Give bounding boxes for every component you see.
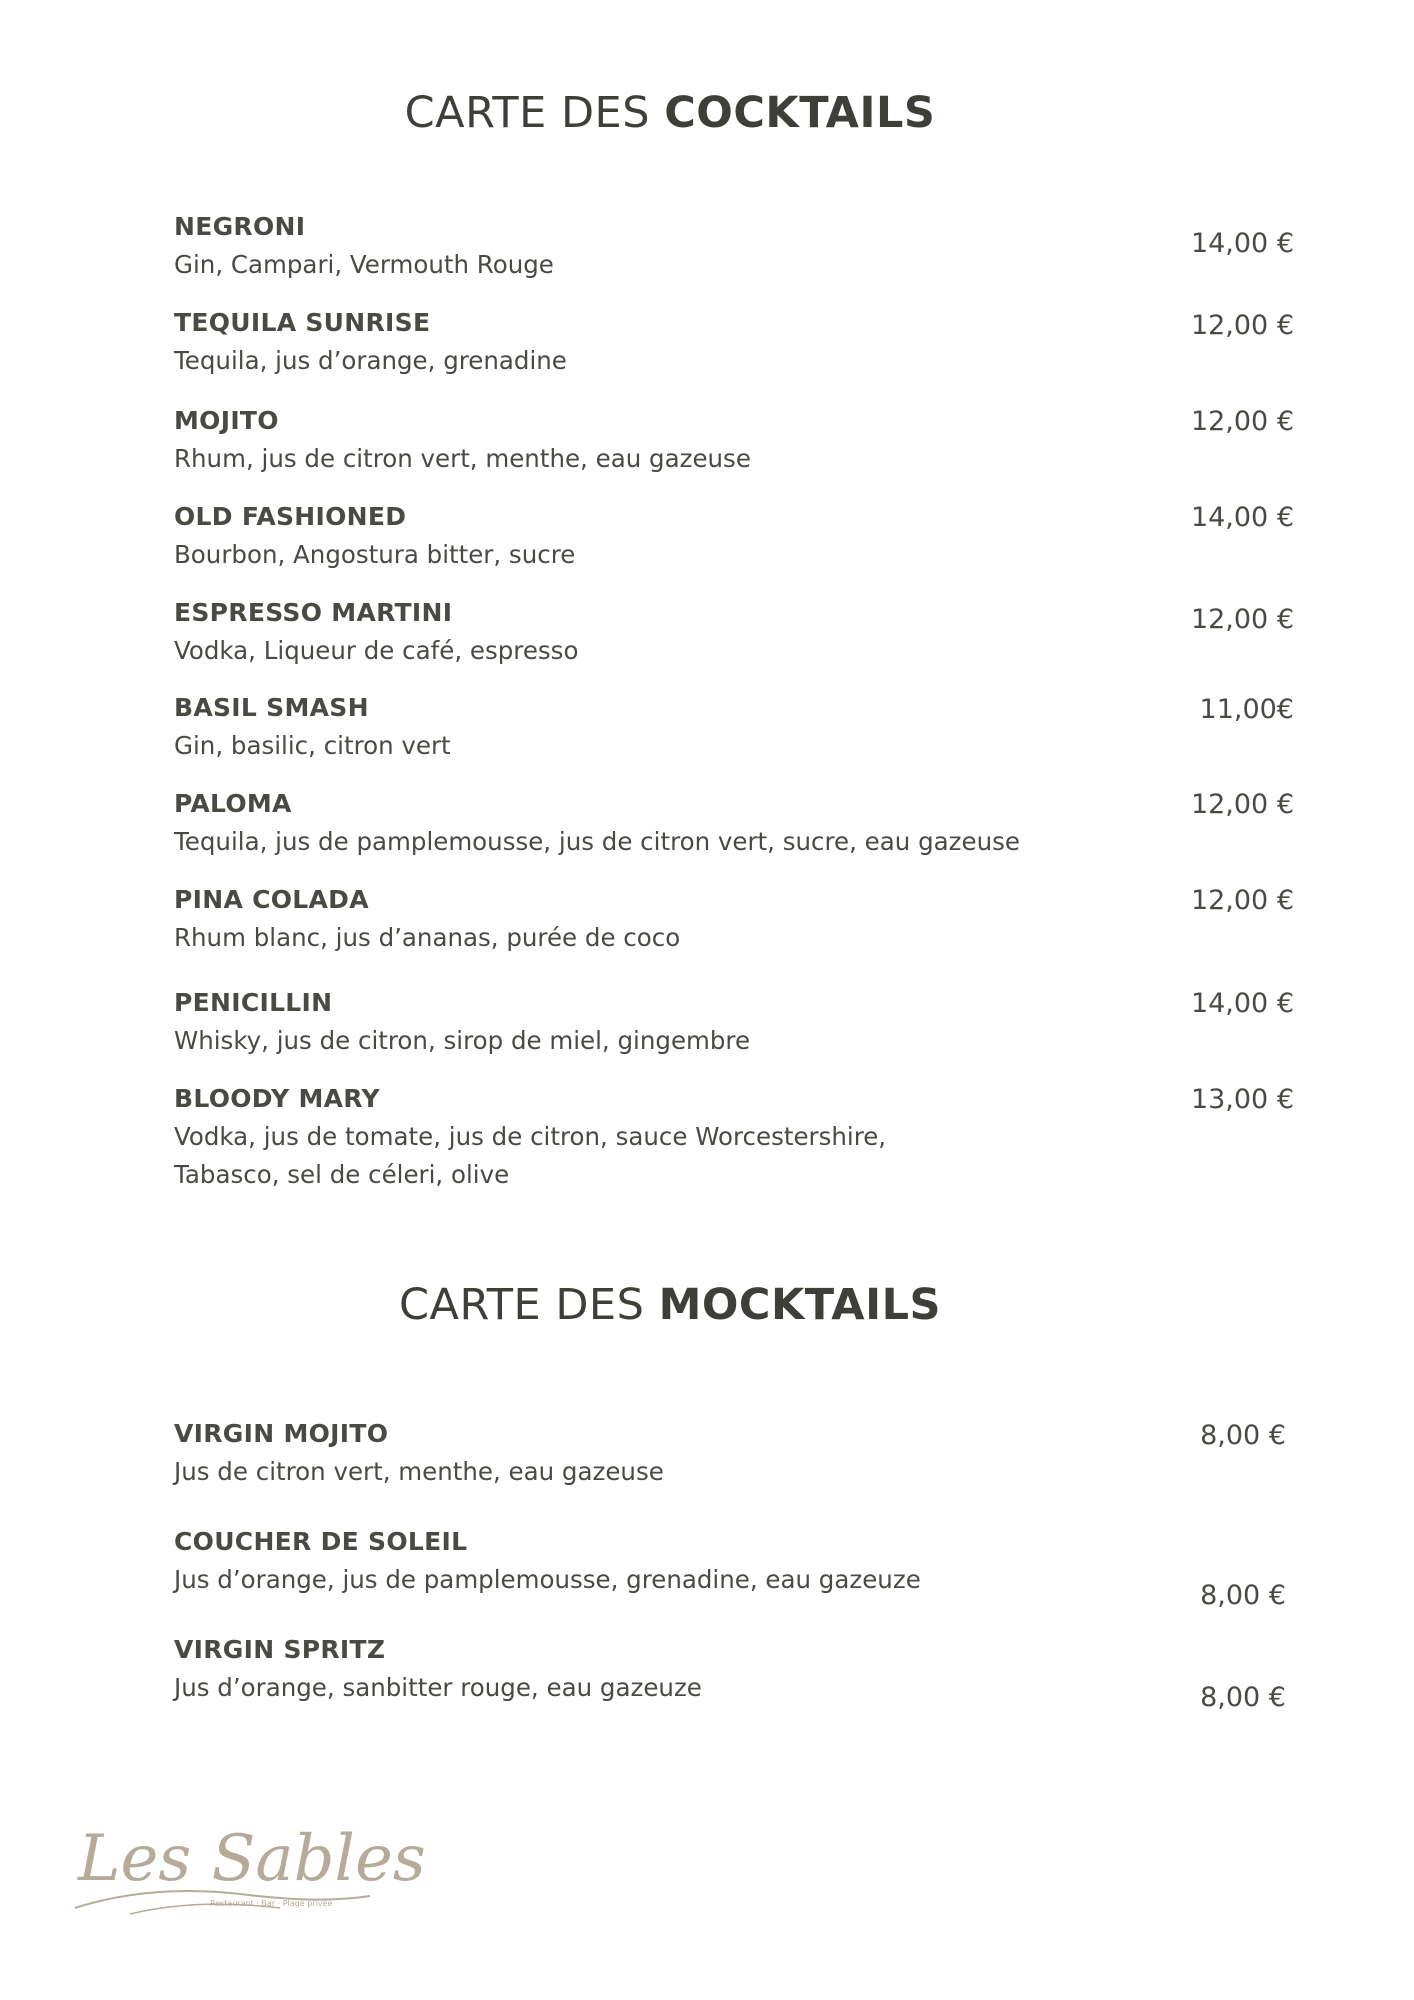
item-price: 12,00 € [1190, 789, 1294, 820]
mocktails-title [0, 1280, 1340, 1330]
les-sables-logo [70, 1790, 426, 1930]
item-price: 8,00 € [1200, 1420, 1286, 1451]
menu-item-espresso-martini [174, 596, 1304, 670]
item-price: 11,00€ [1199, 694, 1294, 725]
menu-item-virgin-spritz [174, 1633, 1304, 1707]
logo-tagline: Restaurant · Bar · Plage privée [210, 1899, 333, 1908]
item-name: BLOODY MARY [174, 1084, 380, 1113]
menu-item-pina-colada [174, 883, 1304, 957]
item-name: ESPRESSO MARTINI [174, 598, 453, 627]
item-name: PINA COLADA [174, 885, 369, 914]
item-price: 14,00 € [1190, 502, 1294, 533]
menu-item-penicillin [174, 986, 1304, 1060]
item-description: Tequila, jus d’orange, grenadine [174, 346, 567, 375]
mocktails-title-bold: MOCKTAILS [658, 1280, 941, 1330]
item-name: BASIL SMASH [174, 693, 369, 722]
item-price: 12,00 € [1190, 406, 1294, 437]
menu-item-tequila-sunrise [174, 306, 1304, 380]
cocktails-title [0, 88, 1340, 138]
item-price: 14,00 € [1190, 228, 1294, 259]
menu-item-negroni [174, 210, 1304, 284]
cocktails-title-light: CARTE DES [404, 88, 651, 138]
menu-item-bloody-mary [174, 1082, 1304, 1194]
menu-item-paloma [174, 787, 1304, 861]
item-price: 12,00 € [1190, 604, 1294, 635]
item-price: 8,00 € [1200, 1682, 1286, 1713]
item-name: TEQUILA SUNRISE [174, 308, 431, 337]
menu-item-basil-smash [174, 691, 1304, 765]
mocktails-title-light: CARTE DES [399, 1280, 645, 1330]
item-price: 8,00 € [1200, 1580, 1286, 1611]
item-description: Vodka, jus de tomate, jus de citron, sauce Worcestershire, Tabasco, sel de céleri, olive [174, 1122, 887, 1189]
item-name: OLD FASHIONED [174, 502, 407, 531]
item-description: Whisky, jus de citron, sirop de miel, gingembre [174, 1026, 751, 1055]
item-price: 13,00 € [1190, 1084, 1294, 1115]
item-description: Rhum, jus de citron vert, menthe, eau gazeuse [174, 444, 751, 473]
item-name: PENICILLIN [174, 988, 333, 1017]
item-name: COUCHER DE SOLEIL [174, 1527, 468, 1556]
item-description: Jus d’orange, sanbitter rouge, eau gazeuze [174, 1673, 702, 1702]
item-description: Vodka, Liqueur de café, espresso [174, 636, 579, 665]
item-description: Jus d’orange, jus de pamplemousse, grenadine, eau gazeuze [174, 1565, 921, 1594]
menu-item-mojito [174, 404, 1304, 478]
cocktails-title-bold: COCKTAILS [664, 88, 936, 138]
logo-graphic [70, 1790, 426, 1930]
item-name: PALOMA [174, 789, 292, 818]
menu-item-virgin-mojito [174, 1417, 1304, 1491]
menu-item-old-fashioned [174, 500, 1304, 574]
item-description: Jus de citron vert, menthe, eau gazeuse [174, 1457, 664, 1486]
item-name: NEGRONI [174, 212, 306, 241]
item-name: VIRGIN SPRITZ [174, 1635, 386, 1664]
menu-item-coucher-de-soleil [174, 1525, 1304, 1599]
item-description: Gin, Campari, Vermouth Rouge [174, 250, 554, 279]
item-description: Gin, basilic, citron vert [174, 731, 451, 760]
item-price: 14,00 € [1190, 988, 1294, 1019]
item-name: MOJITO [174, 406, 279, 435]
item-description: Bourbon, Angostura bitter, sucre [174, 540, 576, 569]
item-description: Tequila, jus de pamplemousse, jus de citron vert, sucre, eau gazeuse [174, 827, 1020, 856]
item-price: 12,00 € [1190, 885, 1294, 916]
item-price: 12,00 € [1190, 310, 1294, 341]
item-name: VIRGIN MOJITO [174, 1419, 389, 1448]
logo-text: Les Sables [78, 1822, 426, 1896]
item-description: Rhum blanc, jus d’ananas, purée de coco [174, 923, 681, 952]
